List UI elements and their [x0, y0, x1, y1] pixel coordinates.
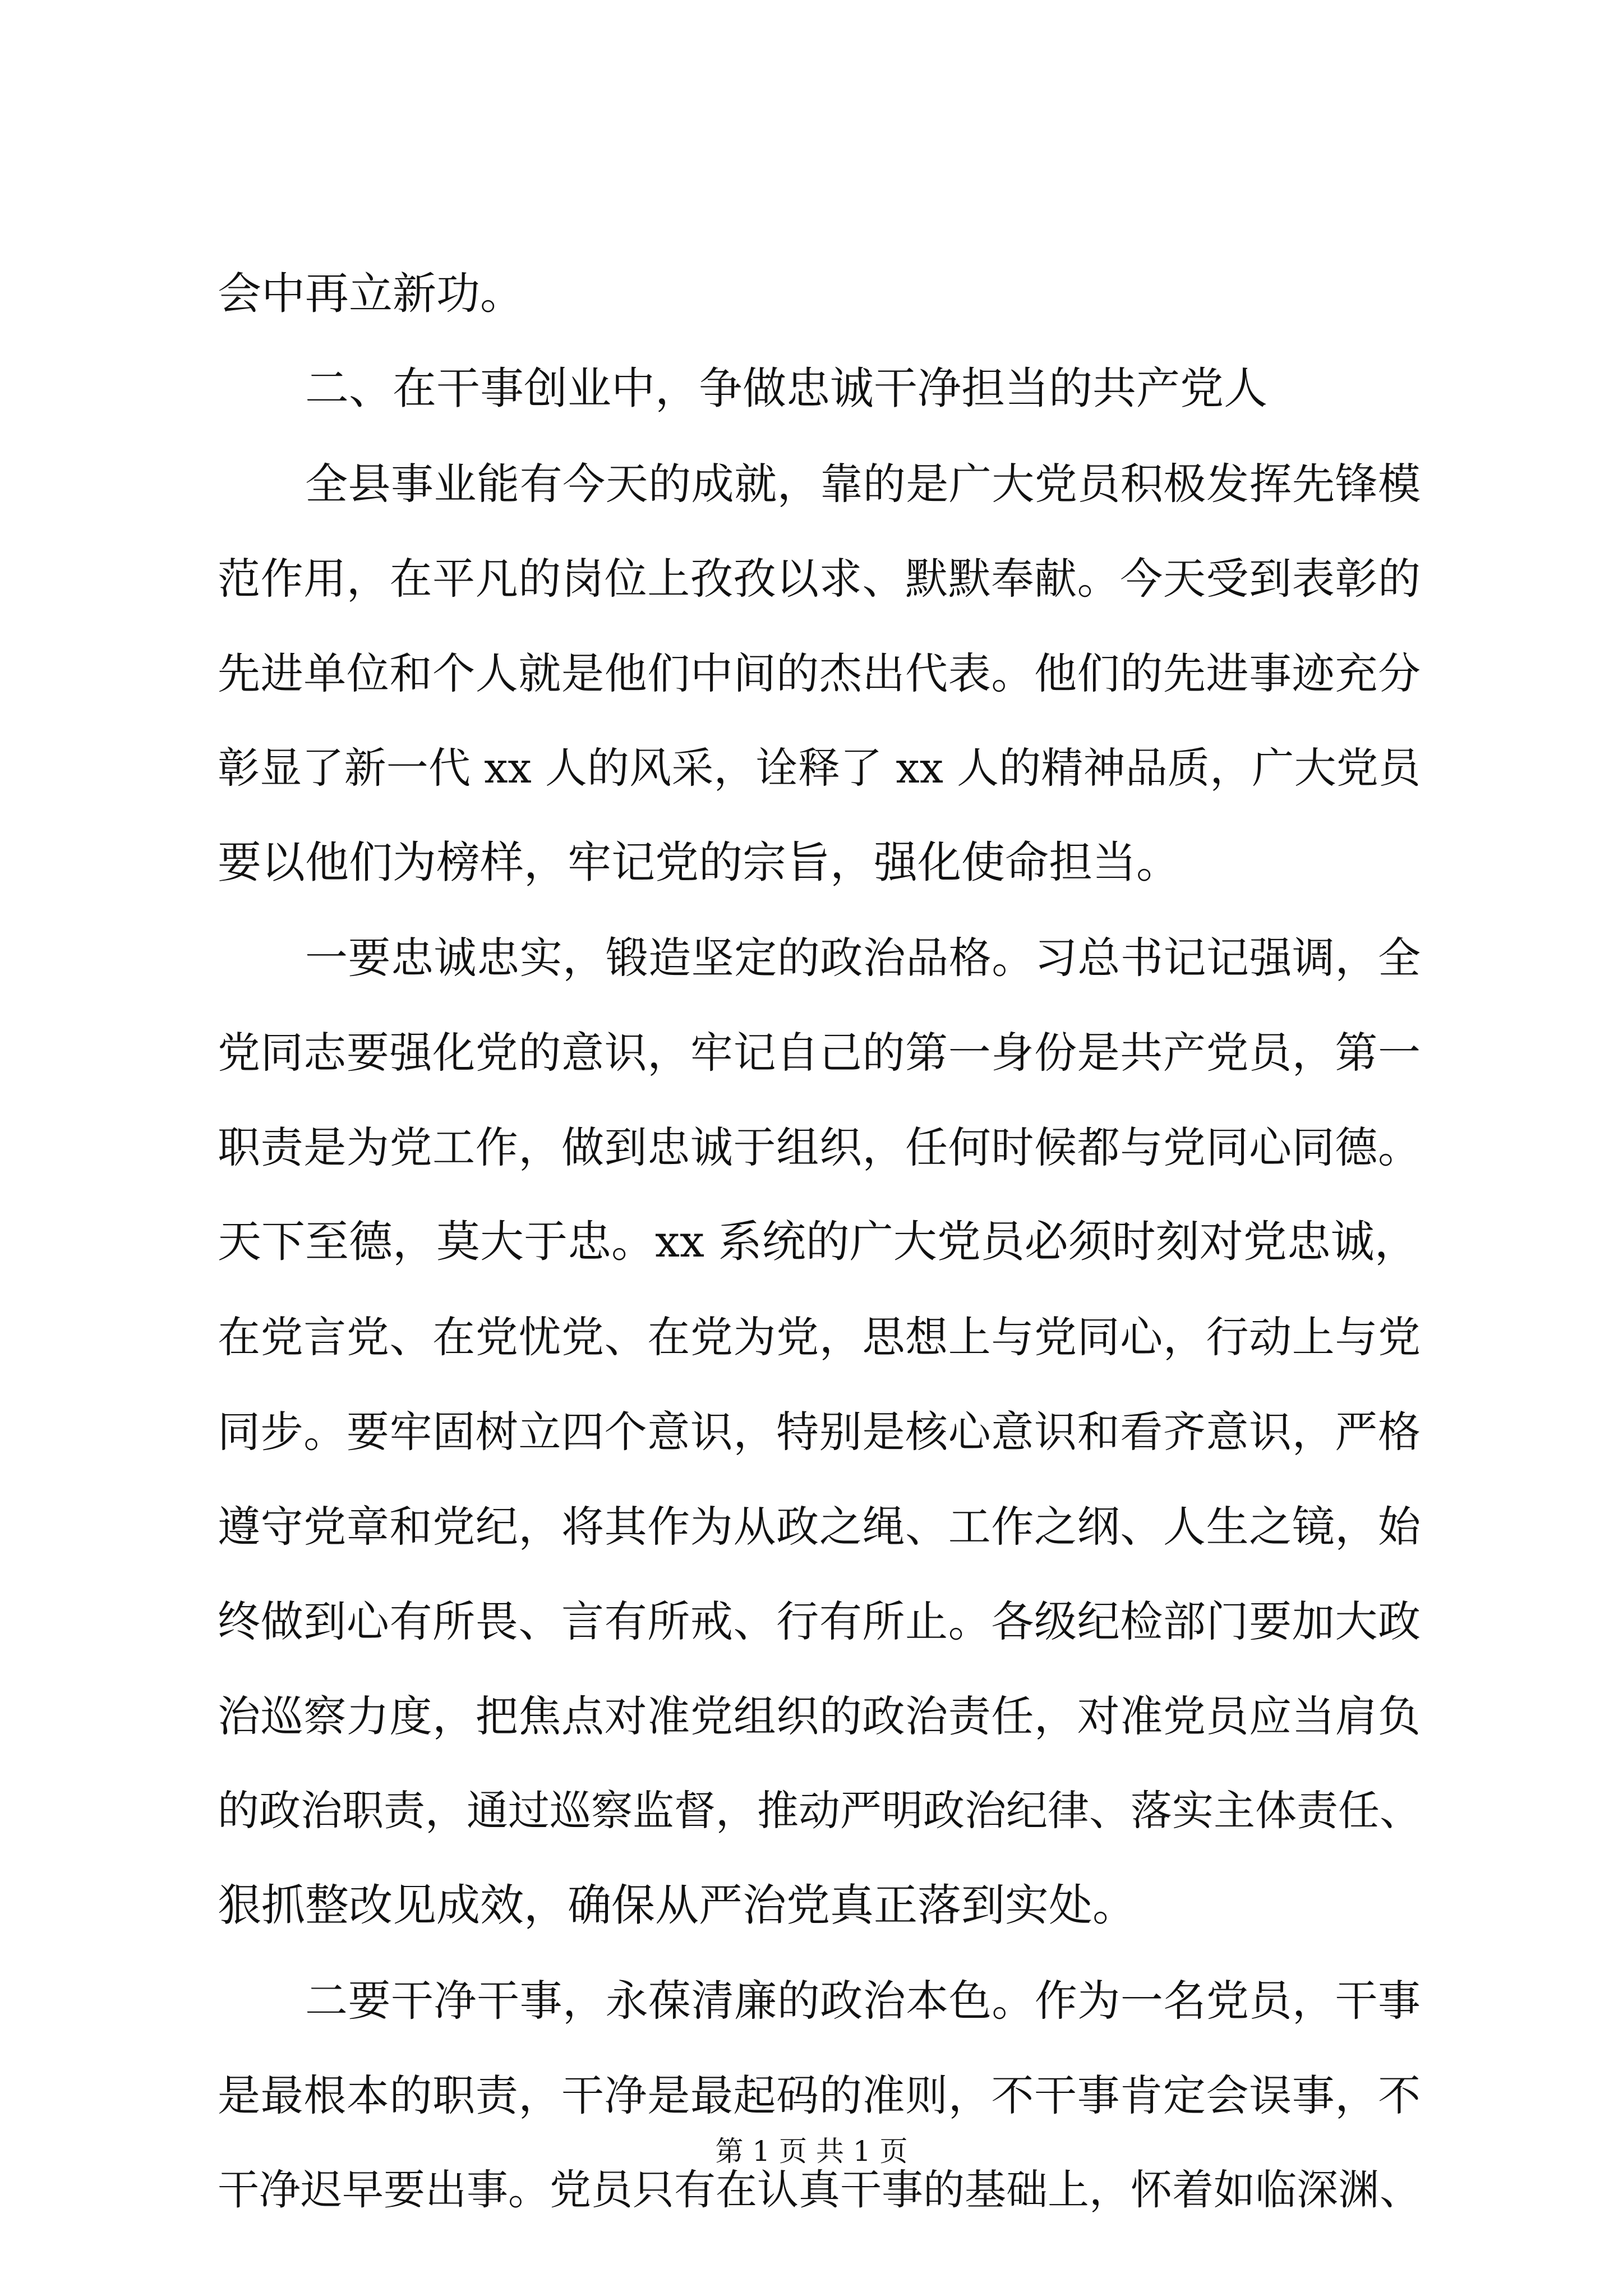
text-line: 先进单位和个人就是他们中间的杰出代表。他们的先进事迹充分 — [218, 648, 1421, 698]
text-line: 在党言党、在党忧党、在党为党，思想上与党同心，行动上与党 — [218, 1312, 1421, 1362]
text-line: 要以他们为榜样，牢记党的宗旨，强化使命担当。 — [218, 838, 1181, 888]
text-line: 二、在干事创业中，争做忠诚干净担当的共产党人 — [305, 364, 1268, 414]
text-line: 天下至德，莫大于忠。xx 系统的广大党员必须时刻对党忠诚， — [218, 1217, 1418, 1267]
text-line: 同步。要牢固树立四个意识，特别是核心意识和看齐意识，严格 — [218, 1407, 1421, 1457]
text-line: 全县事业能有今天的成就，靠的是广大党员积极发挥先锋模 — [305, 459, 1421, 509]
text-line: 二要干净干事，永葆清廉的政治本色。作为一名党员，干事 — [305, 1976, 1421, 2026]
text-line: 会中再立新功。 — [218, 269, 524, 319]
text-line: 是最根本的职责，干净是最起码的准则，不干事肯定会误事，不 — [218, 2070, 1421, 2120]
text-line: 干净迟早要出事。党员只有在认真干事的基础上，怀着如临深渊、 — [218, 2166, 1421, 2214]
text-line: 职责是为党工作，做到忠诚于组织，任何时候都与党同心同德。 — [218, 1122, 1421, 1172]
text-line: 的政治职责，通过巡察监督，推动严明政治纪律、落实主体责任、 — [218, 1787, 1421, 1835]
text-line: 党同志要强化党的意识，牢记自己的第一身份是共产党员，第一 — [218, 1028, 1421, 1078]
body-text — [218, 247, 1421, 2238]
text-line: 一要忠诚忠实，锻造坚定的政治品格。习总书记记强调，全 — [305, 933, 1421, 983]
text-line: 狠抓整改见成效，确保从严治党真正落到实处。 — [218, 1880, 1137, 1931]
text-line: 遵守党章和党纪，将其作为从政之绳、工作之纲、人生之镜，始 — [218, 1502, 1421, 1552]
text-line: 彰显了新一代 xx 人的风采，诠释了 xx 人的精神品质，广大党员 — [218, 743, 1421, 793]
text-line: 范作用，在平凡的岗位上孜孜以求、默默奉献。今天受到表彰的 — [218, 554, 1421, 604]
page-footer: 第 1 页 共 1 页 — [715, 2135, 908, 2168]
text-line: 终做到心有所畏、言有所戒、行有所止。各级纪检部门要加大政 — [218, 1596, 1421, 1646]
text-line: 治巡察力度，把焦点对准党组织的政治责任，对准党员应当肩负 — [218, 1691, 1421, 1741]
